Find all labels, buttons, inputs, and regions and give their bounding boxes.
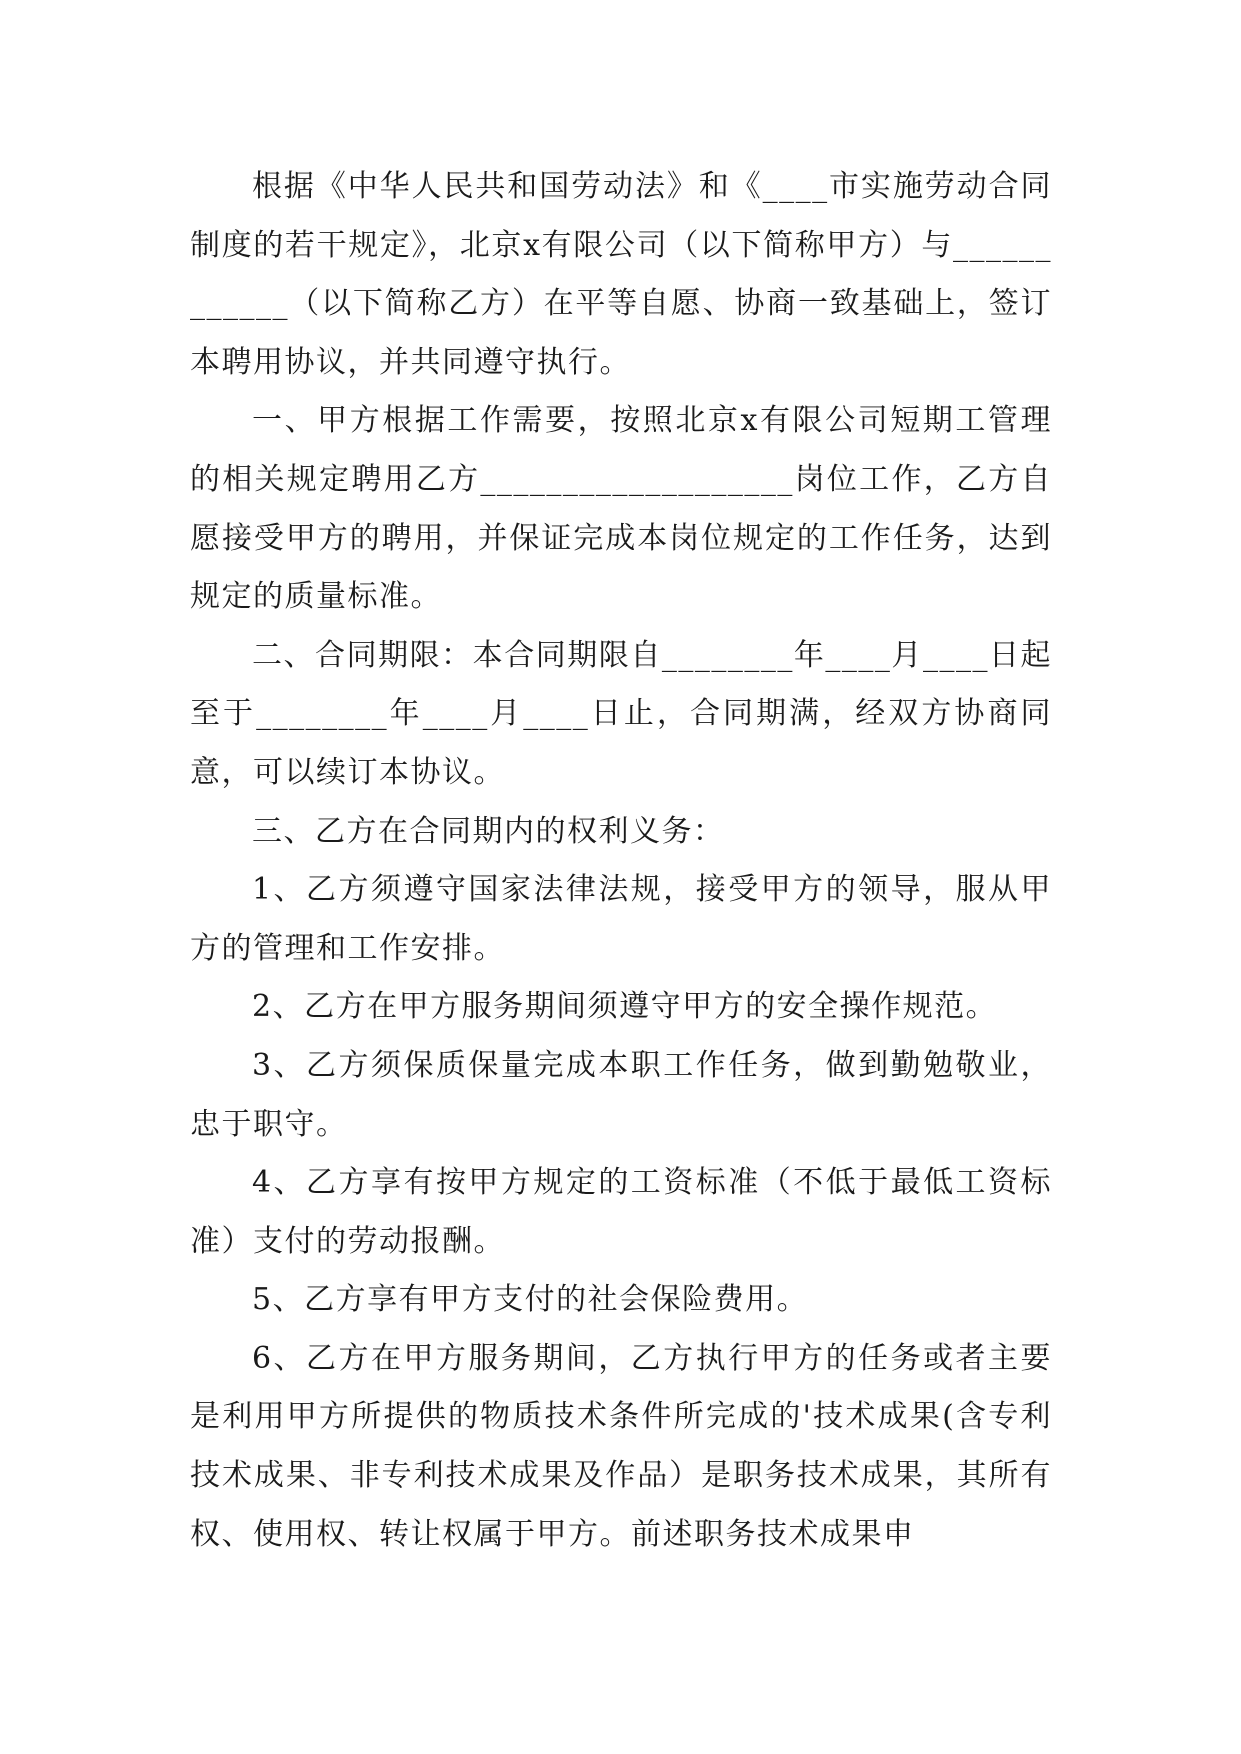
paragraph-clause-3-heading: 三、乙方在合同期内的权利义务： (252, 813, 725, 849)
paragraph-clause-1: 一、甲方根据工作需要，按照北京x有限公司短期工管理的相关规定聘用乙方___________________岗位工作，乙方自愿接受甲方的聘用，并保证完成本岗位规定的工作任务，达到规定的质量标准。 (190, 403, 1052, 615)
paragraph-item-3: 3、乙方须保质保量完成本职工作任务，做到勤勉敬业，忠于职守。 (190, 1047, 1052, 1142)
paragraph-item-5: 5、乙方享有甲方支付的社会保险费用。 (252, 1282, 809, 1318)
paragraph-clause-2: 二、合同期限：本合同期限自________年____月____日起至于________年____月____日止，合同期满，经双方协商同意，可以续订本协议。 (190, 637, 1052, 790)
paragraph-item-1: 1、乙方须遵守国家法律法规，接受甲方的领导，服从甲方的管理和工作安排。 (190, 872, 1052, 966)
paragraph-item-6: 6、乙方在甲方服务期间，乙方执行甲方的任务或者主要是利用甲方所提供的物质技术条件所完成的'技术成果(含专利技术成果、非专利技术成果及作品）是职务技术成果，其所有权、使用权、转让权属于甲方。前述职务技术成果申 (190, 1340, 1052, 1552)
paragraph-item-2: 2、乙方在甲方服务期间须遵守甲方的安全操作规范。 (252, 989, 998, 1025)
paragraph-item-4: 4、乙方享有按甲方规定的工资标准（不低于最低工资标准）支付的劳动报酬。 (190, 1165, 1052, 1259)
paragraph-preamble: 根据《中华人民共和国劳动法》和《____市实施劳动合同制度的若干规定》，北京x有限公司（以下简称甲方）与____________（以下简称乙方）在平等自愿、协商一致基础上，签订本聘用协议，并共同遵守执行。 (190, 169, 1052, 380)
document-body (190, 158, 1052, 1564)
